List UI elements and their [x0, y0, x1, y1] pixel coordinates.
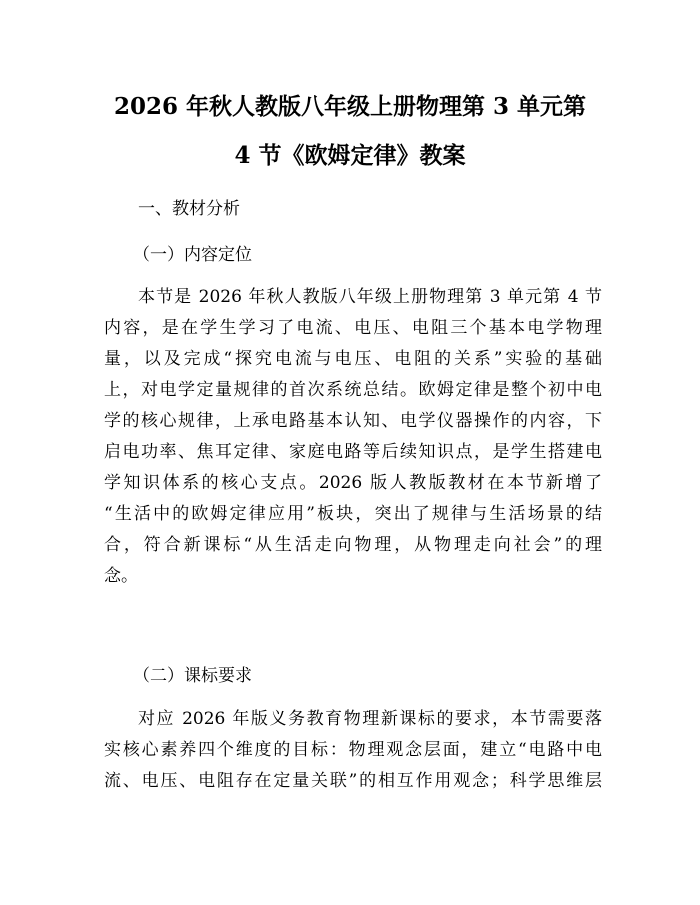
- document-title-line-1: 2026 年秋人教版八年级上册物理第 3 单元第: [113, 93, 587, 120]
- paragraph-line: 对应 2026 年版义务教育物理新课标的要求，本节需要落: [138, 709, 602, 729]
- paragraph-line: 量，以及完成“探究电流与电压、电阻的关系”实验的基础: [104, 349, 602, 369]
- paragraph-line: 念。: [104, 566, 138, 586]
- paragraph-line: 学的核心规律，上承电路基本认知、电学仪器操作的内容，下: [104, 411, 602, 431]
- paragraph-line: 合，符合新课标“从生活走向物理，从物理走向社会”的理: [104, 535, 602, 555]
- paragraph-line: 流、电压、电阻存在定量关联”的相互作用观念；科学思维层: [104, 771, 602, 791]
- paragraph-line: 内容，是在学生学习了电流、电压、电阻三个基本电学物理: [104, 318, 602, 338]
- paragraph-line: 上，对电学定量规律的首次系统总结。欧姆定律是整个初中电: [104, 380, 602, 400]
- subsection-heading-curriculum-requirements: （二）课标要求: [133, 666, 252, 686]
- paragraph-line: 实核心素养四个维度的目标：物理观念层面，建立“电路中电: [104, 740, 602, 760]
- paragraph-line: 启电功率、焦耳定律、家庭电路等后续知识点，是学生搭建电: [104, 442, 602, 462]
- paragraph-line: “生活中的欧姆定律应用”板块，突出了规律与生活场景的结: [104, 504, 602, 524]
- paragraph-curriculum-requirements: [104, 704, 602, 797]
- paragraph-content-positioning: [104, 282, 602, 592]
- subsection-heading-content-positioning: （一）内容定位: [133, 245, 252, 265]
- section-heading-textbook-analysis: 一、教材分析: [138, 199, 240, 219]
- paragraph-line: 本节是 2026 年秋人教版八年级上册物理第 3 单元第 4 节: [138, 287, 602, 307]
- document-title-line-2: 4 节《欧姆定律》教案: [234, 142, 466, 169]
- paragraph-line: 学知识体系的核心支点。2026 版人教版教材在本节新增了: [104, 473, 602, 493]
